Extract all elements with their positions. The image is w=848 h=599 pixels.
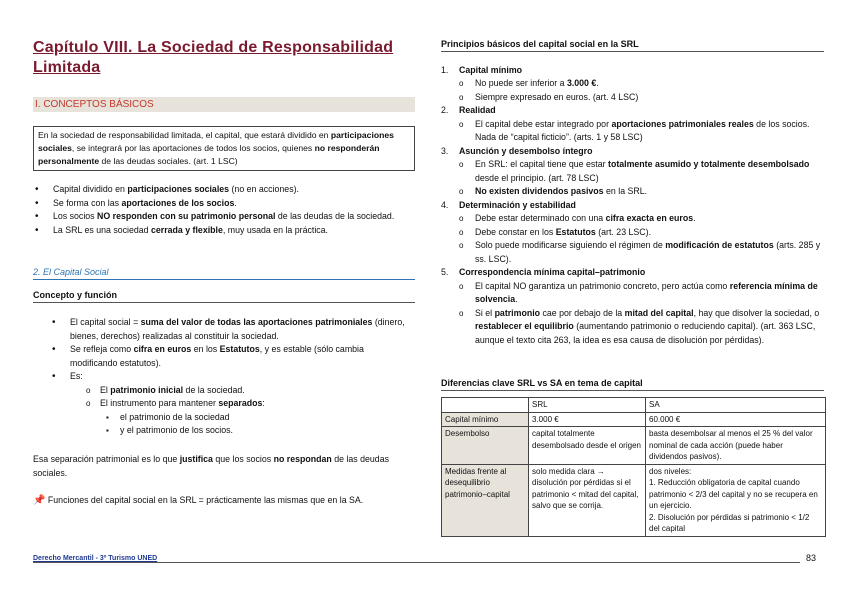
list-item: • Es: o El patrimonio inicial de la sociedad. o El instrumento para mantener separados: ▪ el patrimonio de la sociedad ▪ y el patrimonio de los socios. (50, 370, 410, 438)
table-cell: Medidas frente al desequilibrio patrimonio–capital (442, 464, 529, 536)
comparison-table (441, 397, 826, 537)
pin-icon: 📌 (33, 495, 46, 506)
list-item: ▪ el patrimonio de la sociedad (106, 411, 410, 425)
list-item: o Si el patrimonio cae por debajo de la mitad del capital, hay que disolver la sociedad, o restablecer el equilibrio (aumentando patrimonio o reduciendo capital). (art. 363 LSC, aunque el texto cita 263, la idea es esa causa de disolución por pérdidas). (459, 307, 824, 348)
table-row (442, 464, 826, 536)
footer-divider (33, 562, 800, 563)
table-cell: basta desembolsar al menos el 25 % del valor nominal de cada acción (puede haber dividendos pasivos). (646, 427, 826, 465)
intro-bold: no responderán personalmente (38, 143, 380, 166)
concept-list (50, 316, 410, 438)
table-header: SA (646, 398, 826, 413)
intro-bold: participaciones sociales (38, 130, 394, 153)
principle-item: 3. Asunción y desembolso íntegro o En SRL: el capital tiene que estar totalmente asumido y totalmente desembolsado desde el principio. (art. 78 LSC) o No existen dividendos pasivos en la SRL. (441, 145, 824, 199)
intro-text: de las deudas sociales. (art. 1 LSC) (99, 156, 238, 166)
table-cell: Desembolso (442, 427, 529, 465)
table-cell: capital totalmente desembolsado desde el origen (529, 427, 646, 465)
intro-text: En la sociedad de responsabilidad limitada, el capital, que estará dividido en (38, 130, 331, 140)
table-header-row (442, 398, 826, 413)
section-title: I. CONCEPTOS BÁSICOS (35, 99, 154, 110)
intro-box (33, 126, 415, 171)
table-row (442, 427, 826, 465)
table-cell: 3.000 € (529, 412, 646, 427)
list-item: o No puede ser inferior a 3.000 €. (459, 77, 824, 91)
table-cell: Capital mínimo (442, 412, 529, 427)
principle-item: 2. Realidad o El capital debe estar integrado por aportaciones patrimoniales reales de los socios. Nada de “capital ficticio”. (arts. 1 y 58 LSC) (441, 104, 824, 144)
list-item: o El capital NO garantiza un patrimonio concreto, pero actúa como referencia mínima de solvencia. (459, 280, 824, 307)
list-item: • El capital social = suma del valor de todas las aportaciones patrimoniales (dinero, bienes, derechos) realizadas al constituir la sociedad. (50, 316, 410, 343)
list-item: o Debe estar determinado con una cifra exacta en euros. (459, 212, 824, 226)
list-item: • Los socios NO responden con su patrimonio personal de las deudas de la sociedad. (33, 210, 415, 224)
list-item: o No existen dividendos pasivos en la SRL. (459, 185, 824, 199)
principle-item: 5. Correspondencia mínima capital–patrimonio o El capital NO garantiza un patrimonio concreto, pero actúa como referencia mínima de solvencia. o Si el patrimonio cae por debajo de la mitad del capital, hay que disolver la sociedad, o restablecer el equilibrio (aumentando patrimonio o reduciendo capital). (art. 363 LSC, aunque el texto cita 263, la idea es esa causa de disolución por pérdidas). (441, 266, 824, 347)
list-item: o El instrumento para mantener separados: ▪ el patrimonio de la sociedad ▪ y el patrimonio de los socios. (86, 397, 410, 438)
pin-note-text: Funciones del capital social en la SRL = prácticamente las mismas que en la SA. (47, 495, 364, 505)
table-header (442, 398, 529, 413)
basics-list (33, 183, 415, 237)
chapter-title: Capítulo VIII. La Sociedad de Responsabilidad Limitada (33, 39, 394, 76)
list-item: • La SRL es una sociedad cerrada y flexible, muy usada en la práctica. (33, 224, 415, 238)
table-header: SRL (529, 398, 646, 413)
principles-title: Principios básicos del capital social en la SRL (441, 38, 824, 52)
table-row (442, 412, 826, 427)
table-cell: solo medida clara → disolución por pérdidas si el patrimonio < mitad del capital, salvo que se corrija. (529, 464, 646, 536)
sub-heading: 2. El Capital Social (33, 266, 415, 280)
list-item: ▪ y el patrimonio de los socios. (106, 424, 410, 438)
footer-link[interactable]: Derecho Mercantil - 3º Turismo UNED (33, 555, 158, 562)
separation-paragraph: Esa separación patrimonial es lo que justifica que los socios no respondan de las deudas sociales. (33, 454, 389, 478)
intro-text: , se integrará por las aportaciones de todos los socios, quienes (71, 143, 315, 153)
principle-item: 1. Capital mínimo o No puede ser inferior a 3.000 €. o Siempre expresado en euros. (art. 4 LSC) (441, 64, 824, 104)
list-item: • Se refleja como cifra en euros en los Estatutos, y es estable (sólo cambia modificando estatutos). (50, 343, 410, 370)
principle-item: 4. Determinación y estabilidad o Debe estar determinado con una cifra exacta en euros. o Debe constar en los Estatutos (art. 23 LSC). o Solo puede modificarse siguiendo el régimen de modificación de estatutos (arts. 285 y ss. LSC). (441, 199, 824, 266)
principles-list (441, 64, 824, 347)
list-item: • Capital dividido en participaciones sociales (no en acciones). (33, 183, 415, 197)
list-item: • Se forma con las aportaciones de los socios. (33, 197, 415, 211)
table-cell: 60.000 € (646, 412, 826, 427)
list-item: o El capital debe estar integrado por aportaciones patrimoniales reales de los socios. Nada de “capital ficticio”. (arts. 1 y 58 LSC) (459, 118, 824, 145)
list-item: o Debe constar en los Estatutos (art. 23 LSC). (459, 226, 824, 240)
page-number: 83 (806, 553, 817, 563)
list-item: o Siempre expresado en euros. (art. 4 LSC) (459, 91, 824, 105)
table-title: Diferencias clave SRL vs SA en tema de capital (441, 377, 824, 391)
list-item: o Solo puede modificarse siguiendo el régimen de modificación de estatutos (arts. 285 y ss. LSC). (459, 239, 824, 266)
concept-heading: Concepto y función (33, 289, 415, 303)
pin-note (33, 494, 415, 508)
section-title-bar (33, 97, 415, 112)
list-item: o El patrimonio inicial de la sociedad. (86, 384, 410, 398)
table-cell: dos niveles: 1. Reducción obligatoria de capital cuando patrimonio < 2/3 del capital y no se recupera en un ejercicio. 2. Disolución por pérdidas si patrimonio < 1/2 del capital (646, 464, 826, 536)
list-item: o En SRL: el capital tiene que estar totalmente asumido y totalmente desembolsado desde el principio. (art. 78 LSC) (459, 158, 824, 185)
